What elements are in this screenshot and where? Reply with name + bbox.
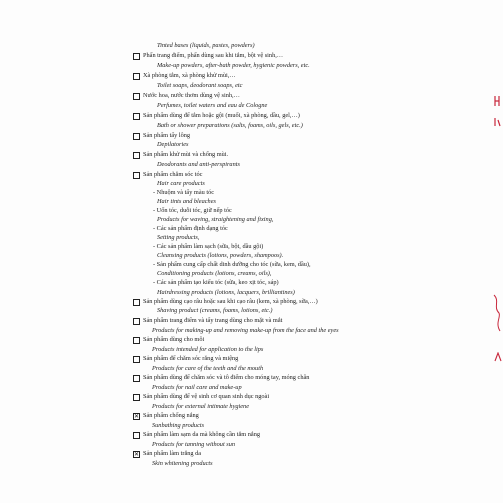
english-text: Deodorants and anti-perspirants: [157, 161, 240, 168]
empty-checkbox: [133, 73, 140, 80]
vietnamese-text: Sản phẩm chăm sóc tóc: [143, 171, 203, 178]
empty-checkbox: [133, 432, 140, 439]
vietnamese-text: - Các sản phẩm định dạng tóc: [153, 225, 228, 232]
vietnamese-text: Sản phẩm dùng để vệ sinh cơ quan sinh dục ngoài: [143, 393, 270, 400]
vietnamese-text: Sản phẩm chống nắng: [143, 412, 199, 419]
vietnamese-text: Phấn trang điểm, phấn dùng sau khi tắm, bột vệ sinh,…: [143, 52, 284, 59]
red-stamp-fragment: [494, 112, 501, 122]
english-text: Hairdressing products (lotions, lacquers, brilliantines): [157, 289, 295, 296]
english-text: Bath or shower preparations (salts, foams, oils, gels, etc.): [157, 122, 303, 129]
english-text: Products for tanning without sun: [152, 441, 236, 448]
empty-checkbox: [133, 53, 140, 60]
empty-checkbox: [133, 356, 140, 363]
english-text: Depilatories: [157, 141, 189, 148]
english-text: Products for waving, straightening and fixing,: [157, 216, 274, 223]
vietnamese-text: Sản phẩm tẩy lông: [143, 132, 191, 139]
vietnamese-text: Sản phẩm làm sạm da mà không cần tắm nắng: [143, 431, 260, 438]
english-text: Products for nail care and make-up: [152, 384, 242, 391]
vietnamese-text: Sản phẩm trang điểm và tẩy trang dùng cho mặt và mắt: [143, 317, 283, 324]
vietnamese-text: - Nhuộm và tẩy màu tóc: [153, 189, 215, 196]
vietnamese-text: Nước hoa, nước thơm dùng vệ sinh,…: [143, 92, 240, 99]
english-text: Make-up powders, after-bath powder, hygienic powders, etc.: [157, 62, 310, 69]
english-text: Skin whitening products: [152, 460, 213, 467]
english-text: Conditioning products (lotions, creams, oils),: [157, 270, 272, 277]
empty-checkbox: [133, 337, 140, 344]
english-text: Products for making-up and removing make-up from the face and the eyes: [152, 327, 339, 334]
red-stamp-fragment: [494, 92, 501, 104]
vietnamese-text: - Sản phẩm cung cấp chất dinh dưỡng cho tóc (sữa, kem, dầu),: [153, 261, 311, 268]
english-text: Products for care of the teeth and the mouth: [152, 365, 264, 372]
empty-checkbox: [133, 172, 140, 179]
checked-checkbox: ✕: [134, 451, 140, 458]
empty-checkbox: [133, 299, 140, 306]
checked-checkbox: ✕: [134, 413, 140, 420]
vietnamese-text: Sản phẩm làm trắng da: [143, 450, 202, 457]
empty-checkbox: [133, 318, 140, 325]
english-text: Products for external intimate hygiene: [152, 403, 249, 410]
english-text: Tinted bases (liquids, pastes, powders): [157, 42, 255, 49]
vietnamese-text: Sản phẩm khử mùi và chống mùi.: [143, 151, 229, 158]
vietnamese-text: Sản phẩm dùng cho môi: [143, 336, 205, 343]
english-text: Cleansing products (lotions, powders, shampoos).: [157, 252, 284, 259]
english-text: Sunbathing products: [152, 422, 205, 429]
english-text: Hair care products: [157, 180, 205, 187]
empty-checkbox: [133, 394, 140, 401]
english-text: Toilet soaps, deodorant soaps, etc: [157, 82, 243, 89]
english-text: Shaving product (creams, foams, lotions, etc.): [157, 307, 273, 314]
vietnamese-text: Sản phẩm để chăm sóc răng và miệng: [143, 355, 239, 362]
red-signature-fragment: [492, 293, 502, 333]
vietnamese-text: Sản phẩm dùng cạo râu hoặc sau khi cạo râu (kem, xà phòng, sữa,…): [143, 298, 318, 305]
vietnamese-text: Sản phẩm dùng để chăm sóc và tô điểm cho móng tay, móng chân: [143, 374, 310, 381]
vietnamese-text: - Uốn tóc, duỗi tóc, giữ nếp tóc: [153, 207, 232, 214]
empty-checkbox: [133, 152, 140, 159]
vietnamese-text: - Các sản phẩm làm sạch (sữa, bột, dầu gội): [153, 243, 264, 250]
vietnamese-text: Xà phòng tắm, xà phòng khử mùi,…: [143, 72, 236, 79]
vietnamese-text: Sản phẩm dùng để tắm hoặc gội (muối, xà phòng, dầu, gel,…): [143, 112, 300, 119]
empty-checkbox: [133, 113, 140, 120]
empty-checkbox: [133, 93, 140, 100]
english-text: Products intended for application to the lips: [152, 346, 264, 353]
empty-checkbox: [133, 133, 140, 140]
red-stamp-fragment: [494, 347, 502, 357]
vietnamese-text: - Các sản phẩm tạo kiểu tóc (sữa, keo xịt tóc, sáp): [153, 279, 279, 286]
english-text: Perfumes, toilet waters and eau de Cologne: [157, 102, 268, 109]
english-text: Setting products,: [157, 234, 200, 241]
english-text: Hair tints and bleaches: [157, 198, 216, 205]
empty-checkbox: [133, 375, 140, 382]
